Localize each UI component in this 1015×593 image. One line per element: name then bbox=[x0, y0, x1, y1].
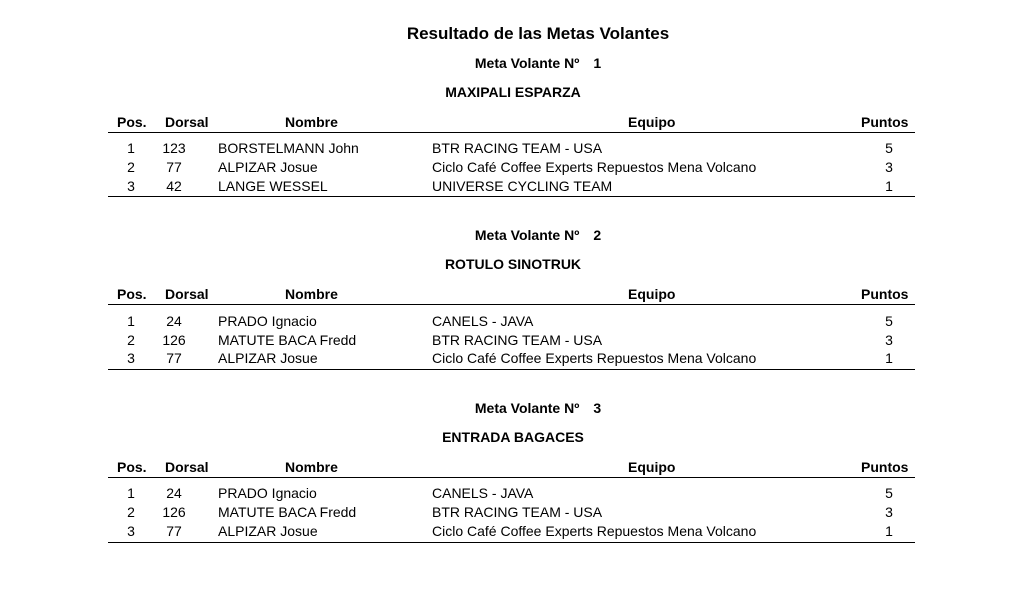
col-header-equipo: Equipo bbox=[628, 286, 676, 302]
col-header-nombre: Nombre bbox=[285, 114, 338, 130]
cell-pos: 3 bbox=[127, 350, 135, 366]
cell-nombre: BORSTELMANN John bbox=[218, 140, 359, 156]
cell-nombre: ALPIZAR Josue bbox=[218, 159, 318, 175]
col-header-nombre: Nombre bbox=[285, 459, 338, 475]
cell-puntos: 3 bbox=[885, 504, 893, 520]
meta-volante-number: 1 bbox=[593, 55, 602, 71]
cell-equipo: UNIVERSE CYCLING TEAM bbox=[432, 178, 613, 194]
col-header-puntos: Puntos bbox=[861, 286, 909, 302]
cell-equipo: CANELS - JAVA bbox=[432, 485, 534, 501]
cell-equipo: Ciclo Café Coffee Experts Repuestos Mena Volcano bbox=[432, 350, 757, 366]
table-row bbox=[0, 313, 1015, 332]
table-bottom-divider bbox=[108, 369, 915, 370]
cell-dorsal: 42 bbox=[166, 178, 182, 194]
cell-nombre: LANGE WESSEL bbox=[218, 178, 328, 194]
cell-nombre: MATUTE BACA Fredd bbox=[218, 504, 357, 520]
cell-puntos: 5 bbox=[885, 313, 893, 329]
table-row bbox=[0, 140, 1015, 159]
cell-dorsal: 24 bbox=[166, 313, 182, 329]
meta-volante-label: Meta Volante Nº bbox=[474, 400, 580, 416]
header-divider bbox=[108, 132, 915, 133]
cell-nombre: ALPIZAR Josue bbox=[218, 350, 318, 366]
cell-pos: 3 bbox=[127, 523, 135, 539]
table-row bbox=[0, 332, 1015, 351]
col-header-puntos: Puntos bbox=[861, 459, 909, 475]
cell-pos: 2 bbox=[127, 504, 135, 520]
table-bottom-divider bbox=[108, 542, 915, 543]
table-row bbox=[0, 350, 1015, 369]
col-header-equipo: Equipo bbox=[628, 459, 676, 475]
col-header-puntos: Puntos bbox=[861, 114, 909, 130]
meta-volante-number: 2 bbox=[593, 227, 602, 243]
cell-nombre: ALPIZAR Josue bbox=[218, 523, 318, 539]
cell-dorsal: 77 bbox=[166, 159, 182, 175]
col-header-equipo: Equipo bbox=[628, 114, 676, 130]
cell-dorsal: 123 bbox=[162, 140, 186, 156]
cell-equipo: BTR RACING TEAM - USA bbox=[432, 140, 603, 156]
cell-puntos: 5 bbox=[885, 485, 893, 501]
cell-dorsal: 126 bbox=[162, 504, 186, 520]
col-header-dorsal: Dorsal bbox=[165, 286, 209, 302]
col-header-pos: Pos. bbox=[117, 114, 147, 130]
header-divider bbox=[108, 477, 915, 478]
col-header-pos: Pos. bbox=[117, 459, 147, 475]
table-bottom-divider bbox=[108, 196, 915, 197]
meta-volante-label: Meta Volante Nº bbox=[474, 55, 580, 71]
cell-dorsal: 77 bbox=[166, 350, 182, 366]
meta-volante-place: ENTRADA BAGACES bbox=[442, 429, 584, 445]
col-header-pos: Pos. bbox=[117, 286, 147, 302]
cell-pos: 1 bbox=[127, 140, 135, 156]
meta-volante-heading bbox=[0, 55, 1015, 71]
cell-equipo: BTR RACING TEAM - USA bbox=[432, 504, 603, 520]
table-row bbox=[0, 504, 1015, 523]
col-header-nombre: Nombre bbox=[285, 286, 338, 302]
cell-pos: 1 bbox=[127, 313, 135, 329]
cell-dorsal: 77 bbox=[166, 523, 182, 539]
table-row bbox=[0, 523, 1015, 542]
header-divider bbox=[108, 304, 915, 305]
cell-equipo: BTR RACING TEAM - USA bbox=[432, 332, 603, 348]
cell-puntos: 3 bbox=[885, 159, 893, 175]
cell-dorsal: 24 bbox=[166, 485, 182, 501]
meta-volante-number: 3 bbox=[593, 400, 602, 416]
cell-nombre: MATUTE BACA Fredd bbox=[218, 332, 357, 348]
meta-volante-heading bbox=[0, 400, 1015, 416]
cell-puntos: 3 bbox=[885, 332, 893, 348]
cell-dorsal: 126 bbox=[162, 332, 186, 348]
table-row bbox=[0, 485, 1015, 504]
cell-pos: 3 bbox=[127, 178, 135, 194]
meta-volante-place: MAXIPALI ESPARZA bbox=[445, 84, 581, 100]
cell-equipo: Ciclo Café Coffee Experts Repuestos Mena Volcano bbox=[432, 523, 757, 539]
table-row bbox=[0, 159, 1015, 178]
cell-pos: 1 bbox=[127, 485, 135, 501]
meta-volante-heading bbox=[0, 227, 1015, 243]
page-title: Resultado de las Metas Volantes bbox=[406, 24, 670, 43]
cell-pos: 2 bbox=[127, 332, 135, 348]
cell-puntos: 1 bbox=[885, 523, 893, 539]
cell-pos: 2 bbox=[127, 159, 135, 175]
cell-puntos: 1 bbox=[885, 350, 893, 366]
cell-puntos: 5 bbox=[885, 140, 893, 156]
cell-equipo: CANELS - JAVA bbox=[432, 313, 534, 329]
cell-nombre: PRADO Ignacio bbox=[218, 313, 317, 329]
cell-nombre: PRADO Ignacio bbox=[218, 485, 317, 501]
meta-volante-label: Meta Volante Nº bbox=[474, 227, 580, 243]
col-header-dorsal: Dorsal bbox=[165, 114, 209, 130]
cell-puntos: 1 bbox=[885, 178, 893, 194]
table-row bbox=[0, 178, 1015, 197]
col-header-dorsal: Dorsal bbox=[165, 459, 209, 475]
meta-volante-place: ROTULO SINOTRUK bbox=[444, 256, 582, 272]
cell-equipo: Ciclo Café Coffee Experts Repuestos Mena Volcano bbox=[432, 159, 757, 175]
